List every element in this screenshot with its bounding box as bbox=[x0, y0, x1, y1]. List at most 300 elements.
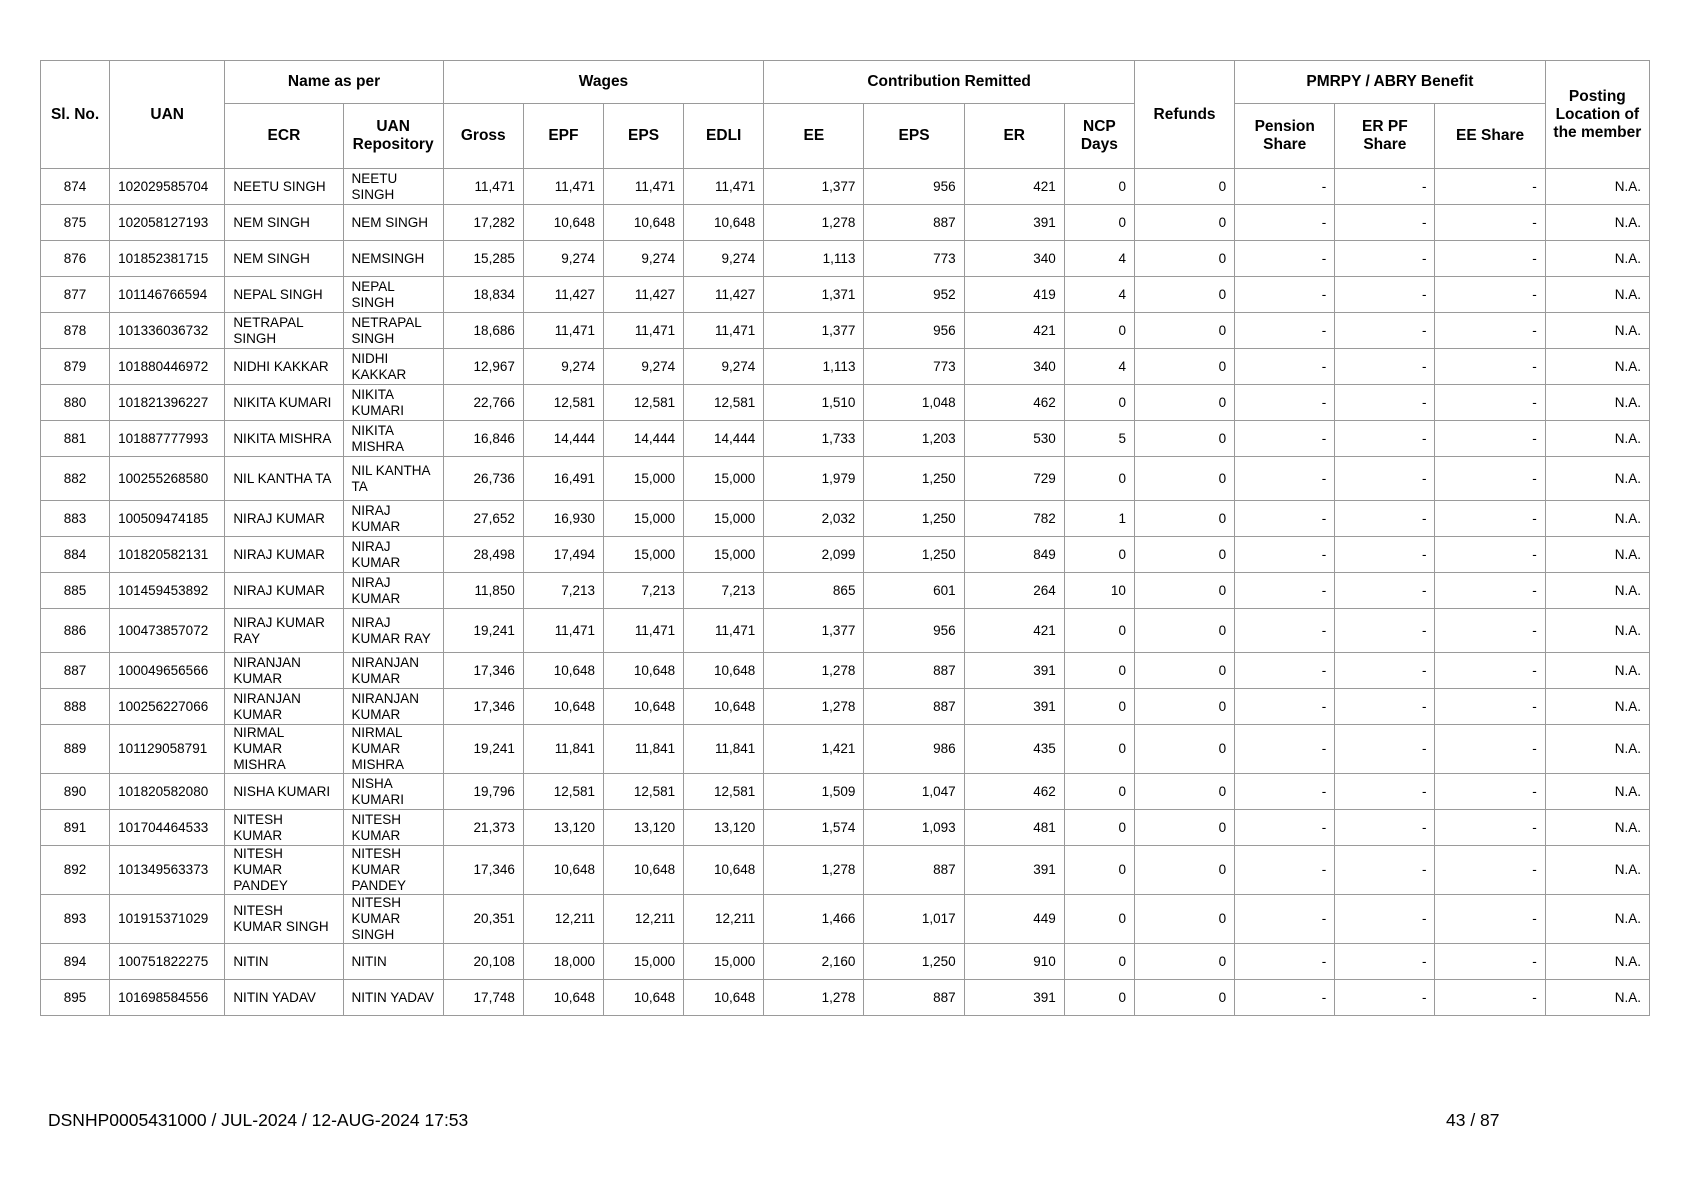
cell-ee-share: - bbox=[1435, 810, 1545, 846]
cell-gross: 11,471 bbox=[443, 169, 523, 205]
cell-ncp-days: 0 bbox=[1064, 205, 1134, 241]
cell-er-pf-share: - bbox=[1335, 895, 1435, 944]
cell-ecr-name: NITIN bbox=[225, 944, 343, 980]
cell-ee-share: - bbox=[1435, 653, 1545, 689]
cell-er: 449 bbox=[964, 895, 1064, 944]
cell-ncp-days: 4 bbox=[1064, 241, 1134, 277]
cell-refunds: 0 bbox=[1134, 501, 1234, 537]
cell-er-pf-share: - bbox=[1335, 349, 1435, 385]
cell-er-pf-share: - bbox=[1335, 277, 1435, 313]
cell-er: 391 bbox=[964, 653, 1064, 689]
cell-pension-share: - bbox=[1235, 810, 1335, 846]
cell-eps-contribution: 1,093 bbox=[864, 810, 964, 846]
cell-eps-wages: 12,211 bbox=[603, 895, 683, 944]
cell-posting-location: N.A. bbox=[1545, 241, 1649, 277]
cell-eps-contribution: 1,250 bbox=[864, 457, 964, 501]
cell-gross: 27,652 bbox=[443, 501, 523, 537]
cell-refunds: 0 bbox=[1134, 385, 1234, 421]
cell-er: 462 bbox=[964, 774, 1064, 810]
cell-posting-location: N.A. bbox=[1545, 653, 1649, 689]
cell-ecr-name: NIRAJ KUMAR bbox=[225, 537, 343, 573]
cell-ecr-name: NIRANJAN KUMAR bbox=[225, 689, 343, 725]
cell-eps-contribution: 986 bbox=[864, 725, 964, 774]
cell-epf: 18,000 bbox=[523, 944, 603, 980]
cell-eps-contribution: 773 bbox=[864, 349, 964, 385]
cell-ee-share: - bbox=[1435, 205, 1545, 241]
cell-uan: 101820582080 bbox=[110, 774, 225, 810]
cell-refunds: 0 bbox=[1134, 895, 1234, 944]
cell-uan-repo-name: NIKITA KUMARI bbox=[343, 385, 443, 421]
cell-posting-location: N.A. bbox=[1545, 609, 1649, 653]
cell-epf: 11,427 bbox=[523, 277, 603, 313]
cell-uan-repo-name: NEPAL SINGH bbox=[343, 277, 443, 313]
cell-ee-share: - bbox=[1435, 169, 1545, 205]
cell-gross: 22,766 bbox=[443, 385, 523, 421]
cell-er-pf-share: - bbox=[1335, 501, 1435, 537]
cell-edli: 14,444 bbox=[684, 421, 764, 457]
cell-uan: 101820582131 bbox=[110, 537, 225, 573]
cell-uan: 100255268580 bbox=[110, 457, 225, 501]
cell-pension-share: - bbox=[1235, 653, 1335, 689]
table-row bbox=[41, 980, 1650, 1016]
cell-eps-contribution: 887 bbox=[864, 846, 964, 895]
cell-ee: 1,113 bbox=[764, 349, 864, 385]
cell-uan-repo-name: NIRAJ KUMAR RAY bbox=[343, 609, 443, 653]
cell-ecr-name: NITESH KUMAR PANDEY bbox=[225, 846, 343, 895]
cell-ncp-days: 0 bbox=[1064, 169, 1134, 205]
col-gross: Gross bbox=[443, 104, 523, 169]
cell-ncp-days: 0 bbox=[1064, 457, 1134, 501]
table-row bbox=[41, 241, 1650, 277]
cell-refunds: 0 bbox=[1134, 277, 1234, 313]
cell-ee-share: - bbox=[1435, 980, 1545, 1016]
cell-er-pf-share: - bbox=[1335, 421, 1435, 457]
cell-posting-location: N.A. bbox=[1545, 725, 1649, 774]
col-ecr: ECR bbox=[225, 104, 343, 169]
cell-ncp-days: 0 bbox=[1064, 313, 1134, 349]
cell-epf: 10,648 bbox=[523, 653, 603, 689]
cell-sl-no: 882 bbox=[41, 457, 110, 501]
cell-edli: 15,000 bbox=[684, 944, 764, 980]
cell-ee: 1,113 bbox=[764, 241, 864, 277]
cell-eps-contribution: 952 bbox=[864, 277, 964, 313]
cell-gross: 17,346 bbox=[443, 846, 523, 895]
cell-edli: 10,648 bbox=[684, 846, 764, 895]
cell-ncp-days: 0 bbox=[1064, 846, 1134, 895]
cell-ecr-name: NIKITA KUMARI bbox=[225, 385, 343, 421]
cell-refunds: 0 bbox=[1134, 774, 1234, 810]
cell-ee: 1,574 bbox=[764, 810, 864, 846]
cell-er-pf-share: - bbox=[1335, 810, 1435, 846]
cell-er: 391 bbox=[964, 689, 1064, 725]
cell-er: 530 bbox=[964, 421, 1064, 457]
cell-sl-no: 888 bbox=[41, 689, 110, 725]
cell-eps-contribution: 956 bbox=[864, 313, 964, 349]
cell-ee: 1,377 bbox=[764, 313, 864, 349]
cell-er-pf-share: - bbox=[1335, 457, 1435, 501]
cell-sl-no: 883 bbox=[41, 501, 110, 537]
cell-posting-location: N.A. bbox=[1545, 421, 1649, 457]
table-row bbox=[41, 846, 1650, 895]
cell-ee: 1,421 bbox=[764, 725, 864, 774]
cell-gross: 18,686 bbox=[443, 313, 523, 349]
cell-eps-wages: 9,274 bbox=[603, 349, 683, 385]
cell-edli: 11,471 bbox=[684, 313, 764, 349]
cell-gross: 19,796 bbox=[443, 774, 523, 810]
cell-uan: 101915371029 bbox=[110, 895, 225, 944]
cell-gross: 11,850 bbox=[443, 573, 523, 609]
cell-ee-share: - bbox=[1435, 349, 1545, 385]
cell-refunds: 0 bbox=[1134, 313, 1234, 349]
cell-gross: 20,108 bbox=[443, 944, 523, 980]
cell-edli: 12,581 bbox=[684, 385, 764, 421]
table-row bbox=[41, 725, 1650, 774]
table-row bbox=[41, 205, 1650, 241]
col-ee: EE bbox=[764, 104, 864, 169]
cell-eps-contribution: 887 bbox=[864, 205, 964, 241]
cell-edli: 10,648 bbox=[684, 689, 764, 725]
col-uan-repository: UAN Repository bbox=[343, 104, 443, 169]
cell-pension-share: - bbox=[1235, 457, 1335, 501]
cell-gross: 21,373 bbox=[443, 810, 523, 846]
cell-ncp-days: 0 bbox=[1064, 689, 1134, 725]
cell-uan: 101459453892 bbox=[110, 573, 225, 609]
cell-gross: 18,834 bbox=[443, 277, 523, 313]
cell-uan: 101704464533 bbox=[110, 810, 225, 846]
cell-uan-repo-name: NIRAJ KUMAR bbox=[343, 501, 443, 537]
cell-er: 391 bbox=[964, 205, 1064, 241]
cell-uan-repo-name: NITESH KUMAR bbox=[343, 810, 443, 846]
cell-pension-share: - bbox=[1235, 725, 1335, 774]
cell-edli: 10,648 bbox=[684, 980, 764, 1016]
cell-er-pf-share: - bbox=[1335, 980, 1435, 1016]
cell-ee: 1,278 bbox=[764, 689, 864, 725]
cell-sl-no: 887 bbox=[41, 653, 110, 689]
cell-ee-share: - bbox=[1435, 774, 1545, 810]
cell-uan: 102058127193 bbox=[110, 205, 225, 241]
cell-ee-share: - bbox=[1435, 895, 1545, 944]
cell-posting-location: N.A. bbox=[1545, 944, 1649, 980]
cell-pension-share: - bbox=[1235, 169, 1335, 205]
cell-ee-share: - bbox=[1435, 501, 1545, 537]
cell-uan: 101887777993 bbox=[110, 421, 225, 457]
cell-eps-contribution: 601 bbox=[864, 573, 964, 609]
cell-er: 729 bbox=[964, 457, 1064, 501]
cell-ee: 1,278 bbox=[764, 653, 864, 689]
cell-epf: 12,211 bbox=[523, 895, 603, 944]
table-row bbox=[41, 653, 1650, 689]
cell-ecr-name: NEM SINGH bbox=[225, 205, 343, 241]
cell-uan-repo-name: NIL KANTHA TA bbox=[343, 457, 443, 501]
cell-eps-contribution: 1,048 bbox=[864, 385, 964, 421]
table-row bbox=[41, 501, 1650, 537]
document-reference: DSNHP0005431000 / JUL-2024 / 12-AUG-2024 17:53 bbox=[48, 1110, 469, 1130]
table-row bbox=[41, 810, 1650, 846]
cell-epf: 16,491 bbox=[523, 457, 603, 501]
cell-pension-share: - bbox=[1235, 421, 1335, 457]
cell-gross: 17,346 bbox=[443, 653, 523, 689]
page-number: 43 / 87 bbox=[1446, 1110, 1500, 1130]
cell-ncp-days: 0 bbox=[1064, 609, 1134, 653]
cell-er: 910 bbox=[964, 944, 1064, 980]
cell-er: 481 bbox=[964, 810, 1064, 846]
col-uan: UAN bbox=[110, 61, 225, 169]
cell-ecr-name: NIDHI KAKKAR bbox=[225, 349, 343, 385]
col-er: ER bbox=[964, 104, 1064, 169]
cell-edli: 10,648 bbox=[684, 205, 764, 241]
cell-pension-share: - bbox=[1235, 349, 1335, 385]
cell-uan: 101349563373 bbox=[110, 846, 225, 895]
cell-er-pf-share: - bbox=[1335, 573, 1435, 609]
cell-uan-repo-name: NIRANJAN KUMAR bbox=[343, 653, 443, 689]
cell-uan-repo-name: NITIN bbox=[343, 944, 443, 980]
cell-posting-location: N.A. bbox=[1545, 205, 1649, 241]
cell-uan-repo-name: NIRAJ KUMAR bbox=[343, 573, 443, 609]
cell-ee-share: - bbox=[1435, 944, 1545, 980]
cell-er-pf-share: - bbox=[1335, 689, 1435, 725]
cell-posting-location: N.A. bbox=[1545, 573, 1649, 609]
cell-eps-contribution: 887 bbox=[864, 653, 964, 689]
cell-posting-location: N.A. bbox=[1545, 980, 1649, 1016]
cell-sl-no: 880 bbox=[41, 385, 110, 421]
cell-uan-repo-name: NITESH KUMAR SINGH bbox=[343, 895, 443, 944]
cell-ncp-days: 0 bbox=[1064, 774, 1134, 810]
cell-er: 340 bbox=[964, 349, 1064, 385]
cell-epf: 10,648 bbox=[523, 205, 603, 241]
cell-refunds: 0 bbox=[1134, 205, 1234, 241]
cell-pension-share: - bbox=[1235, 609, 1335, 653]
cell-er-pf-share: - bbox=[1335, 609, 1435, 653]
cell-er-pf-share: - bbox=[1335, 653, 1435, 689]
cell-ncp-days: 4 bbox=[1064, 349, 1134, 385]
cell-eps-wages: 14,444 bbox=[603, 421, 683, 457]
cell-eps-wages: 15,000 bbox=[603, 944, 683, 980]
cell-epf: 10,648 bbox=[523, 689, 603, 725]
cell-sl-no: 876 bbox=[41, 241, 110, 277]
cell-refunds: 0 bbox=[1134, 846, 1234, 895]
cell-ee: 1,371 bbox=[764, 277, 864, 313]
table-row bbox=[41, 689, 1650, 725]
cell-posting-location: N.A. bbox=[1545, 537, 1649, 573]
cell-ee-share: - bbox=[1435, 277, 1545, 313]
cell-sl-no: 894 bbox=[41, 944, 110, 980]
cell-er: 421 bbox=[964, 313, 1064, 349]
cell-er: 391 bbox=[964, 846, 1064, 895]
cell-ee: 1,979 bbox=[764, 457, 864, 501]
cell-ncp-days: 0 bbox=[1064, 944, 1134, 980]
cell-refunds: 0 bbox=[1134, 689, 1234, 725]
table-row bbox=[41, 537, 1650, 573]
cell-ee: 1,733 bbox=[764, 421, 864, 457]
cell-ee: 1,278 bbox=[764, 205, 864, 241]
cell-pension-share: - bbox=[1235, 689, 1335, 725]
cell-gross: 19,241 bbox=[443, 725, 523, 774]
table-row bbox=[41, 421, 1650, 457]
cell-ecr-name: NEM SINGH bbox=[225, 241, 343, 277]
cell-pension-share: - bbox=[1235, 573, 1335, 609]
cell-refunds: 0 bbox=[1134, 349, 1234, 385]
cell-epf: 11,471 bbox=[523, 169, 603, 205]
cell-pension-share: - bbox=[1235, 205, 1335, 241]
cell-gross: 17,748 bbox=[443, 980, 523, 1016]
cell-posting-location: N.A. bbox=[1545, 501, 1649, 537]
cell-pension-share: - bbox=[1235, 385, 1335, 421]
col-ncp-days: NCP Days bbox=[1064, 104, 1134, 169]
table-row bbox=[41, 385, 1650, 421]
cell-ee-share: - bbox=[1435, 537, 1545, 573]
cell-er-pf-share: - bbox=[1335, 205, 1435, 241]
cell-posting-location: N.A. bbox=[1545, 169, 1649, 205]
col-er-pf-share: ER PF Share bbox=[1335, 104, 1435, 169]
cell-eps-wages: 11,841 bbox=[603, 725, 683, 774]
cell-uan-repo-name: NIRANJAN KUMAR bbox=[343, 689, 443, 725]
cell-posting-location: N.A. bbox=[1545, 457, 1649, 501]
cell-edli: 12,211 bbox=[684, 895, 764, 944]
cell-gross: 19,241 bbox=[443, 609, 523, 653]
cell-ecr-name: NITESH KUMAR SINGH bbox=[225, 895, 343, 944]
cell-ee: 1,278 bbox=[764, 846, 864, 895]
cell-eps-contribution: 887 bbox=[864, 980, 964, 1016]
cell-ncp-days: 0 bbox=[1064, 895, 1134, 944]
cell-sl-no: 890 bbox=[41, 774, 110, 810]
cell-sl-no: 874 bbox=[41, 169, 110, 205]
cell-ecr-name: NITIN YADAV bbox=[225, 980, 343, 1016]
cell-uan: 101698584556 bbox=[110, 980, 225, 1016]
cell-uan: 101852381715 bbox=[110, 241, 225, 277]
cell-posting-location: N.A. bbox=[1545, 810, 1649, 846]
cell-uan: 101336036732 bbox=[110, 313, 225, 349]
cell-epf: 16,930 bbox=[523, 501, 603, 537]
cell-pension-share: - bbox=[1235, 313, 1335, 349]
cell-pension-share: - bbox=[1235, 774, 1335, 810]
cell-eps-contribution: 1,047 bbox=[864, 774, 964, 810]
cell-gross: 15,285 bbox=[443, 241, 523, 277]
cell-epf: 11,841 bbox=[523, 725, 603, 774]
cell-posting-location: N.A. bbox=[1545, 385, 1649, 421]
cell-edli: 10,648 bbox=[684, 653, 764, 689]
cell-eps-contribution: 1,250 bbox=[864, 537, 964, 573]
cell-gross: 20,351 bbox=[443, 895, 523, 944]
cell-pension-share: - bbox=[1235, 944, 1335, 980]
cell-eps-wages: 12,581 bbox=[603, 385, 683, 421]
cell-refunds: 0 bbox=[1134, 725, 1234, 774]
table-row bbox=[41, 774, 1650, 810]
cell-edli: 11,841 bbox=[684, 725, 764, 774]
cell-uan: 100473857072 bbox=[110, 609, 225, 653]
cell-refunds: 0 bbox=[1134, 944, 1234, 980]
cell-ee-share: - bbox=[1435, 609, 1545, 653]
cell-sl-no: 881 bbox=[41, 421, 110, 457]
cell-edli: 15,000 bbox=[684, 537, 764, 573]
col-epf: EPF bbox=[523, 104, 603, 169]
cell-edli: 11,471 bbox=[684, 609, 764, 653]
cell-ee: 1,510 bbox=[764, 385, 864, 421]
cell-er-pf-share: - bbox=[1335, 313, 1435, 349]
cell-ee: 2,160 bbox=[764, 944, 864, 980]
col-ee-share: EE Share bbox=[1435, 104, 1545, 169]
cell-sl-no: 875 bbox=[41, 205, 110, 241]
cell-er-pf-share: - bbox=[1335, 385, 1435, 421]
cell-edli: 9,274 bbox=[684, 349, 764, 385]
cell-uan-repo-name: NIKITA MISHRA bbox=[343, 421, 443, 457]
cell-uan: 100049656566 bbox=[110, 653, 225, 689]
cell-refunds: 0 bbox=[1134, 457, 1234, 501]
cell-sl-no: 885 bbox=[41, 573, 110, 609]
cell-ee-share: - bbox=[1435, 846, 1545, 895]
cell-ee: 865 bbox=[764, 573, 864, 609]
cell-refunds: 0 bbox=[1134, 653, 1234, 689]
cell-edli: 7,213 bbox=[684, 573, 764, 609]
cell-eps-contribution: 956 bbox=[864, 169, 964, 205]
cell-eps-wages: 15,000 bbox=[603, 457, 683, 501]
cell-uan-repo-name: NISHA KUMARI bbox=[343, 774, 443, 810]
cell-eps-wages: 13,120 bbox=[603, 810, 683, 846]
cell-eps-contribution: 1,250 bbox=[864, 944, 964, 980]
cell-epf: 17,494 bbox=[523, 537, 603, 573]
cell-ncp-days: 4 bbox=[1064, 277, 1134, 313]
cell-epf: 12,581 bbox=[523, 774, 603, 810]
cell-ncp-days: 0 bbox=[1064, 385, 1134, 421]
cell-ee: 1,509 bbox=[764, 774, 864, 810]
cell-ecr-name: NIRMAL KUMAR MISHRA bbox=[225, 725, 343, 774]
cell-edli: 15,000 bbox=[684, 457, 764, 501]
cell-sl-no: 891 bbox=[41, 810, 110, 846]
cell-ee-share: - bbox=[1435, 725, 1545, 774]
cell-pension-share: - bbox=[1235, 895, 1335, 944]
cell-pension-share: - bbox=[1235, 980, 1335, 1016]
cell-er-pf-share: - bbox=[1335, 537, 1435, 573]
cell-refunds: 0 bbox=[1134, 573, 1234, 609]
cell-ncp-days: 0 bbox=[1064, 653, 1134, 689]
cell-posting-location: N.A. bbox=[1545, 313, 1649, 349]
cell-edli: 11,471 bbox=[684, 169, 764, 205]
cell-epf: 10,648 bbox=[523, 846, 603, 895]
cell-gross: 16,846 bbox=[443, 421, 523, 457]
cell-ee-share: - bbox=[1435, 573, 1545, 609]
cell-uan-repo-name: NETRAPAL SINGH bbox=[343, 313, 443, 349]
cell-ecr-name: NIL KANTHA TA bbox=[225, 457, 343, 501]
cell-uan: 102029585704 bbox=[110, 169, 225, 205]
table-row bbox=[41, 609, 1650, 653]
cell-sl-no: 892 bbox=[41, 846, 110, 895]
cell-epf: 9,274 bbox=[523, 349, 603, 385]
cell-refunds: 0 bbox=[1134, 537, 1234, 573]
cell-refunds: 0 bbox=[1134, 241, 1234, 277]
cell-epf: 11,471 bbox=[523, 313, 603, 349]
cell-ee-share: - bbox=[1435, 457, 1545, 501]
cell-sl-no: 878 bbox=[41, 313, 110, 349]
cell-ecr-name: NIKITA MISHRA bbox=[225, 421, 343, 457]
cell-epf: 12,581 bbox=[523, 385, 603, 421]
cell-edli: 9,274 bbox=[684, 241, 764, 277]
cell-edli: 11,427 bbox=[684, 277, 764, 313]
cell-uan: 101129058791 bbox=[110, 725, 225, 774]
cell-eps-contribution: 887 bbox=[864, 689, 964, 725]
cell-gross: 28,498 bbox=[443, 537, 523, 573]
cell-ecr-name: NETRAPAL SINGH bbox=[225, 313, 343, 349]
table-row bbox=[41, 573, 1650, 609]
col-sl-no: Sl. No. bbox=[41, 61, 110, 169]
cell-uan-repo-name: NEMSINGH bbox=[343, 241, 443, 277]
cell-ee-share: - bbox=[1435, 689, 1545, 725]
cell-eps-wages: 10,648 bbox=[603, 980, 683, 1016]
cell-ee: 1,466 bbox=[764, 895, 864, 944]
cell-ee-share: - bbox=[1435, 241, 1545, 277]
cell-edli: 15,000 bbox=[684, 501, 764, 537]
table-row bbox=[41, 349, 1650, 385]
cell-er-pf-share: - bbox=[1335, 241, 1435, 277]
cell-edli: 13,120 bbox=[684, 810, 764, 846]
